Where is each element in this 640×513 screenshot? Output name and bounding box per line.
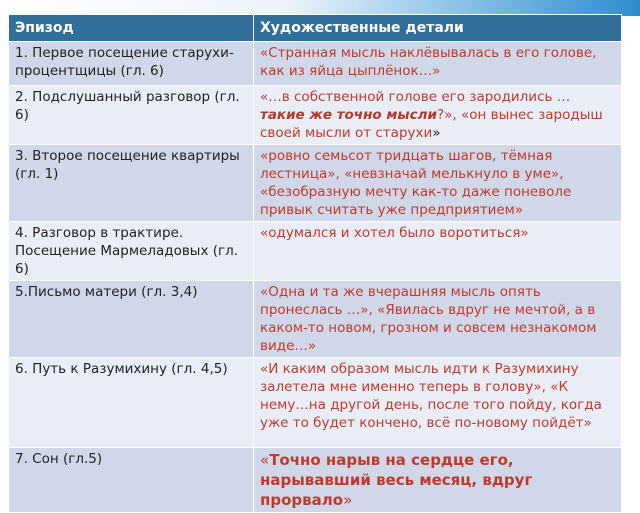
- table-row: [9, 358, 622, 448]
- table-row: [9, 145, 622, 222]
- details-closing-quote: »: [432, 125, 441, 141]
- table-header-row: [9, 15, 622, 42]
- header-details: Художественные детали: [254, 15, 622, 42]
- table-row: [9, 281, 622, 358]
- table-row: [9, 42, 622, 86]
- details-cell: [254, 448, 622, 513]
- details-cell: «Одна и та же вчерашняя мысль опять пронеслась …», «Явилась вдруг не мечтой, а в каком-то новом, грозном и совсем незнакомом виде…»: [254, 281, 622, 358]
- header-episode: Эпизод: [9, 15, 254, 42]
- episode-cell: 4. Разговор в трактире. Посещение Мармеладовых (гл. 6): [9, 222, 254, 281]
- table-row: [9, 86, 622, 145]
- episode-cell: 2. Подслушанный разговор (гл. 6): [9, 86, 254, 145]
- details-closing-quote: »: [343, 491, 353, 509]
- episode-cell: 6. Путь к Разумихину (гл. 4,5): [9, 358, 254, 448]
- details-cell: «Странная мысль наклёвывалась в его голове, как из яйца цыплёнок…»: [254, 42, 622, 86]
- details-cell: [254, 86, 622, 145]
- episodes-table: [8, 14, 622, 513]
- episode-cell: 7. Сон (гл.5): [9, 448, 254, 513]
- details-cell: «одумался и хотел было воротиться»: [254, 222, 622, 281]
- table-row: [9, 222, 622, 281]
- details-text: Точно нарыв на сердце его, нарывавший весь месяц, вдруг прорвало: [260, 451, 533, 509]
- details-opening-quote: «: [260, 451, 270, 469]
- details-cell: «И каким образом мысль идти к Разумихину залетела мне именно теперь в голову», «К нему…на другой день, после того пойду, когда уже то будет кончено, всё по-новому пойдёт»: [254, 358, 622, 448]
- details-cell: «ровно семьсот тридцать шагов, тёмная лестница», «невзначай мелькнуло в уме», «безобразную мечту как-то даже поневоле привык считать уже предприятием»: [254, 145, 622, 222]
- episode-cell: 3. Второе посещение квартиры (гл. 1): [9, 145, 254, 222]
- episode-cell: 5.Письмо матери (гл. 3,4): [9, 281, 254, 358]
- episode-cell: 1. Первое посещение старухи-процентщицы (гл. 6): [9, 42, 254, 86]
- details-emphasis: такие же точно мысли: [260, 107, 437, 123]
- details-text: «…в собственной голове его зародились …: [260, 89, 571, 105]
- table-row: [9, 448, 622, 513]
- details-text: ?», «он вынес зародыш своей мысли от старухи: [260, 107, 603, 141]
